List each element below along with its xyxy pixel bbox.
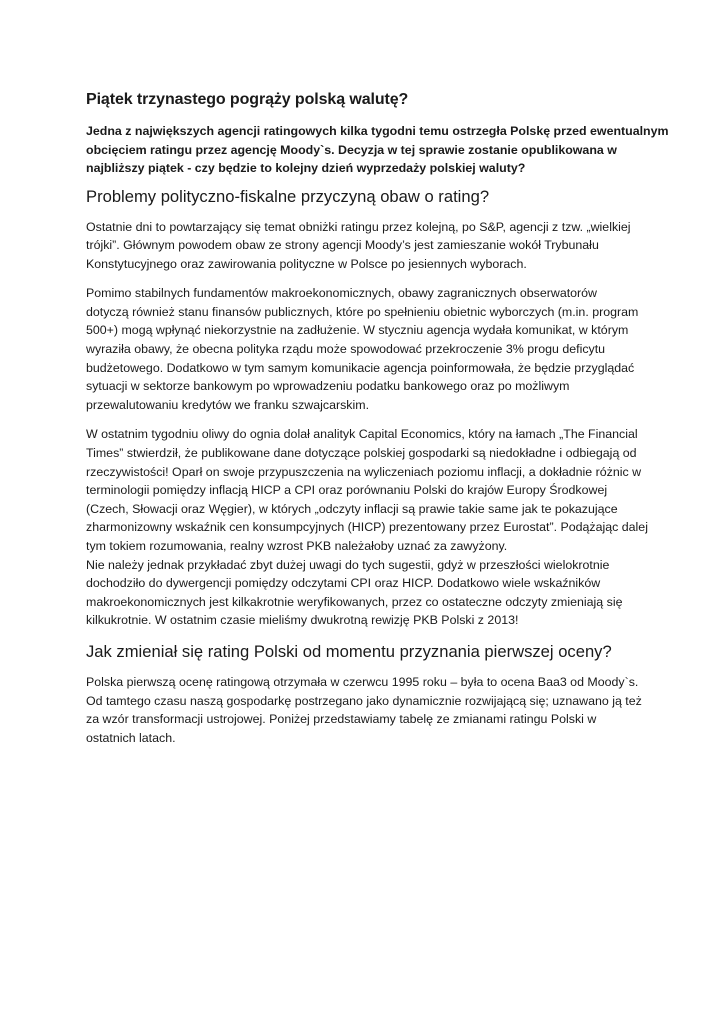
paragraph-line: zharmonizowny wskaźnik cen konsumpcyjnych (HICP) prezentowany przez Eurostat”. Podążając dalej bbox=[86, 520, 648, 535]
paragraph-line: Konstytucyjnego oraz zawirowania polityczne w Polsce po jesiennych wyborach. bbox=[86, 256, 527, 271]
lead-line: najbliższy piątek - czy będzie to kolejny dzień wyprzedaży polskiej waluty? bbox=[86, 161, 526, 175]
paragraph-line: Polska pierwszą ocenę ratingową otrzymała w czerwcu 1995 roku – była to ocena Baa3 od Moody`s. bbox=[86, 674, 639, 689]
paragraph bbox=[86, 218, 642, 274]
paragraph-line: W ostatnim tygodniu oliwy do ognia dolał analityk Capital Economics, który na łamach „The Financial bbox=[86, 427, 638, 442]
paragraph-line: Times” stwierdził, że publikowane dane dotyczące polskiej gospodarki są niedokładne i odbiegają od bbox=[86, 446, 637, 461]
article-title: Piątek trzynastego pogrąży polską walutę? bbox=[86, 91, 409, 108]
paragraph bbox=[86, 673, 642, 747]
paragraph bbox=[86, 425, 648, 630]
article-lead bbox=[86, 122, 669, 178]
section-heading-fiscal: Problemy polityczno-fiskalne przyczyną obaw o rating? bbox=[86, 186, 490, 206]
paragraph-line: (Czech, Słowacji oraz Węgier), w których „odczyty inflacji są prawie takie same jak te pokazujące bbox=[86, 501, 618, 516]
paragraph-line: Pomimo stabilnych fundamentów makroekonomicznych, obawy zagranicznych obserwatorów bbox=[86, 286, 598, 301]
paragraph-line: ostatnich latach. bbox=[86, 730, 176, 745]
paragraph-line: kilkukrotnie. W ostatnim czasie mieliśmy dwukrotną rewizję PKB Polski z 2013! bbox=[86, 613, 519, 628]
paragraph-line: 500+) mogą wpłynąć niekorzystnie na zadłużenie. W styczniu agencja wydała komunikat, w którym bbox=[86, 323, 629, 338]
paragraph bbox=[86, 284, 642, 414]
paragraph-line: tym tokiem rozumowania, realny wzrost PKB należałoby uznać za zawyżony. bbox=[86, 539, 508, 553]
paragraph-line: dotyczą również stanu finansów publicznych, które po spełnieniu obietnic wyborczych (m.in. program bbox=[86, 304, 639, 319]
paragraph-line: za wzór transformacji ustrojowej. Poniżej przedstawiamy tabelę ze zmianami ratingu Polski w bbox=[86, 712, 597, 727]
lead-line: obcięciem ratingu przez agencję Moody`s. Decyzja w tej sprawie zostanie opublikowana w bbox=[86, 142, 617, 157]
paragraph-line: Od tamtego czasu naszą gospodarkę postrzegano jako dynamicznie rozwijającą się; uznawano ją też bbox=[86, 693, 642, 708]
document-page bbox=[86, 90, 669, 758]
paragraph-line: wyraziła obawy, że obecna polityka rządu może spowodować przekroczenie 3% progu deficytu bbox=[86, 342, 606, 357]
lead-line: Jedna z największych agencji ratingowych kilka tygodni temu ostrzegła Polskę przed ewentualnym bbox=[86, 124, 669, 138]
paragraph-line: terminologii pomiędzy inflacją HICP a CPI oraz porównaniu Polski do krajów Europy Środkowej bbox=[86, 483, 608, 498]
paragraph-line: przewalutowaniu kredytów we franku szwajcarskim. bbox=[86, 397, 370, 412]
paragraph-line: rzeczywistości! Oparł on swoje przypuszczenia na wyliczeniach poziomu inflacji, a dokładnie różnic w bbox=[86, 464, 642, 479]
paragraph-line: Ostatnie dni to powtarzający się temat obniżki ratingu przez kolejną, po S&P, agencji z tzw. „wielkiej bbox=[86, 219, 631, 234]
section-heading-rating-history: Jak zmieniał się rating Polski od momentu przyznania pierwszej oceny? bbox=[86, 641, 612, 661]
paragraph-line: makroekonomicznych jest kilkakrotnie weryfikowanych, przez co ostateczne odczyty zmieniają się bbox=[86, 594, 623, 609]
paragraph-line: trójki”. Głównym powodem obaw ze strony agencji Moody’s jest zamieszanie wokół Trybunału bbox=[86, 238, 599, 253]
paragraph-line: sytuacji w sektorze bankowym po wprowadzeniu podatku bankowego oraz po możliwym bbox=[86, 379, 570, 394]
paragraph-line: Nie należy jednak przykładać zbyt dużej uwagi do tych sugestii, gdyż w przeszłości wielokrotnie bbox=[86, 557, 610, 572]
paragraph-line: dochodziło do dywergencji pomiędzy odczytami CPI oraz HICP. Dodatkowo wiele wskaźników bbox=[86, 576, 601, 591]
paragraph-line: budżetowego. Dodatkowo w tym samym komunikacie agencja poinformowała, że będzie przyglądać bbox=[86, 360, 635, 375]
